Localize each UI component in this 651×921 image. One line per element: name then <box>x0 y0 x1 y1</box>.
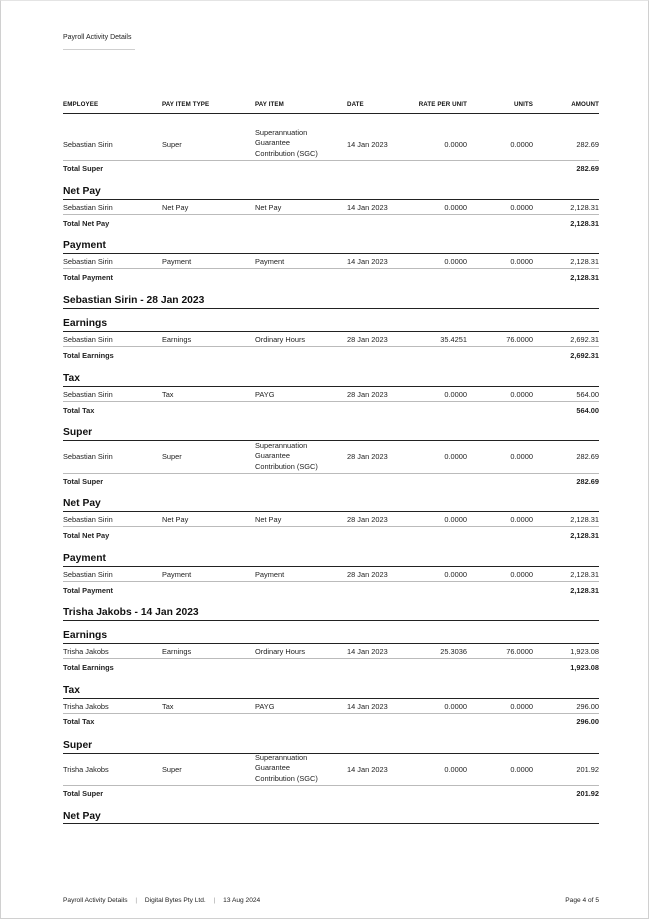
cell-date: 28 Jan 2023 <box>347 390 388 399</box>
cell-pay-item: Superannuation Guarantee Contribution (SGC) <box>255 441 318 471</box>
row-divider <box>63 785 599 786</box>
total-label: Total Earnings <box>63 663 114 672</box>
cell-pay-item: PAYG <box>255 390 275 399</box>
row-divider <box>63 713 599 714</box>
cell-pay-item: Ordinary Hours <box>255 647 306 656</box>
section-heading: Super <box>63 427 93 438</box>
cell-rate: 0.0000 <box>444 390 467 399</box>
total-label: Total Super <box>63 164 104 173</box>
cell-rate: 0.0000 <box>444 765 467 774</box>
cell-amount: 1,923.08 <box>570 647 599 656</box>
column-header-rate-per-unit: RATE PER UNIT <box>418 101 467 108</box>
section-heading-divider <box>63 386 599 387</box>
section-heading: Net Pay <box>63 186 101 197</box>
section-heading: Payment <box>63 240 106 251</box>
section-heading-divider <box>63 643 599 644</box>
cell-amount: 2,128.31 <box>570 515 599 524</box>
cell-employee: Sebastian Sirin <box>63 390 113 399</box>
section-heading: Payment <box>63 553 106 564</box>
document-header-title: Payroll Activity Details <box>63 34 135 50</box>
cell-units: 0.0000 <box>510 452 533 461</box>
cell-date: 14 Jan 2023 <box>347 647 388 656</box>
cell-pay-item-type: Super <box>162 140 182 149</box>
total-label: Total Payment <box>63 273 113 282</box>
cell-pay-item: PAYG <box>255 702 275 711</box>
column-header-pay-item-type: PAY ITEM TYPE <box>162 101 210 108</box>
cell-rate: 0.0000 <box>444 570 467 579</box>
cell-units: 0.0000 <box>510 390 533 399</box>
cell-rate: 25.3036 <box>440 647 467 656</box>
cell-pay-item: Superannuation Guarantee Contribution (SGC) <box>255 128 318 158</box>
cell-pay-item-type: Tax <box>162 390 174 399</box>
total-label: Total Tax <box>63 717 95 726</box>
cell-date: 14 Jan 2023 <box>347 140 388 149</box>
employee-period-heading: Sebastian Sirin - 28 Jan 2023 <box>63 295 205 306</box>
section-heading-divider <box>63 566 599 567</box>
total-amount: 1,923.08 <box>570 663 599 672</box>
cell-employee: Sebastian Sirin <box>63 335 113 344</box>
cell-date: 28 Jan 2023 <box>347 515 388 524</box>
cell-amount: 282.69 <box>576 452 599 461</box>
column-header-date: DATE <box>347 101 364 108</box>
cell-employee: Sebastian Sirin <box>63 515 113 524</box>
cell-units: 76.0000 <box>506 335 533 344</box>
employee-period-heading: Trisha Jakobs - 14 Jan 2023 <box>63 607 199 618</box>
cell-pay-item: Net Pay <box>255 515 282 524</box>
section-heading-divider <box>63 331 599 332</box>
cell-employee: Sebastian Sirin <box>63 140 113 149</box>
footer-date: 13 Aug 2024 <box>223 897 261 904</box>
cell-pay-item-type: Super <box>162 765 182 774</box>
total-label: Total Net Pay <box>63 531 110 540</box>
cell-rate: 0.0000 <box>444 702 467 711</box>
row-divider <box>63 214 599 215</box>
cell-rate: 0.0000 <box>444 257 467 266</box>
cell-units: 0.0000 <box>510 515 533 524</box>
total-label: Total Super <box>63 789 104 798</box>
cell-rate: 0.0000 <box>444 515 467 524</box>
cell-employee: Trisha Jakobs <box>63 702 109 711</box>
row-divider <box>63 160 599 161</box>
section-heading-divider <box>63 511 599 512</box>
total-label: Total Tax <box>63 406 95 415</box>
cell-pay-item-type: Earnings <box>162 335 192 344</box>
cell-units: 0.0000 <box>510 702 533 711</box>
section-heading: Earnings <box>63 630 108 641</box>
cell-units: 0.0000 <box>510 140 533 149</box>
cell-amount: 2,128.31 <box>570 570 599 579</box>
total-amount: 2,128.31 <box>570 586 599 595</box>
total-amount: 2,692.31 <box>570 351 599 360</box>
cell-pay-item-type: Payment <box>162 570 192 579</box>
section-heading: Super <box>63 740 93 751</box>
row-divider <box>63 526 599 527</box>
cell-rate: 0.0000 <box>444 452 467 461</box>
cell-date: 28 Jan 2023 <box>347 452 388 461</box>
cell-units: 0.0000 <box>510 203 533 212</box>
cell-amount: 2,692.31 <box>570 335 599 344</box>
footer-page-number: Page 4 of 5 <box>565 897 599 904</box>
section-heading-divider <box>63 199 599 200</box>
cell-pay-item: Payment <box>255 570 285 579</box>
cell-pay-item-type: Earnings <box>162 647 192 656</box>
cell-pay-item-type: Net Pay <box>162 203 189 212</box>
cell-pay-item: Payment <box>255 257 285 266</box>
cell-pay-item-type: Payment <box>162 257 192 266</box>
footer-title: Payroll Activity Details <box>63 897 128 904</box>
cell-amount: 201.92 <box>576 765 599 774</box>
cell-date: 14 Jan 2023 <box>347 203 388 212</box>
section-heading: Tax <box>63 685 80 696</box>
total-amount: 2,128.31 <box>570 273 599 282</box>
row-divider <box>63 346 599 347</box>
cell-amount: 2,128.31 <box>570 203 599 212</box>
total-amount: 564.00 <box>576 406 599 415</box>
column-header-employee: EMPLOYEE <box>63 101 99 108</box>
cell-date: 28 Jan 2023 <box>347 570 388 579</box>
cell-rate: 0.0000 <box>444 140 467 149</box>
total-amount: 296.00 <box>576 717 599 726</box>
row-divider <box>63 268 599 269</box>
column-header-amount: AMOUNT <box>571 101 599 108</box>
employee-period-divider <box>63 308 599 309</box>
cell-amount: 282.69 <box>576 140 599 149</box>
cell-pay-item: Superannuation Guarantee Contribution (SGC) <box>255 753 318 783</box>
section-heading: Net Pay <box>63 498 101 509</box>
total-amount: 201.92 <box>576 789 599 798</box>
column-header-units: UNITS <box>513 101 533 108</box>
footer-bar <box>63 897 260 904</box>
cell-units: 76.0000 <box>506 647 533 656</box>
cell-amount: 296.00 <box>576 702 599 711</box>
cell-pay-item-type: Net Pay <box>162 515 189 524</box>
footer-separator: | <box>135 897 138 904</box>
row-divider <box>63 581 599 582</box>
total-label: Total Payment <box>63 586 113 595</box>
cell-rate: 35.4251 <box>440 335 467 344</box>
section-heading-divider <box>63 253 599 254</box>
section-heading-divider <box>63 823 599 824</box>
employee-period-divider <box>63 620 599 621</box>
cell-employee: Trisha Jakobs <box>63 647 109 656</box>
cell-units: 0.0000 <box>510 570 533 579</box>
column-header-divider <box>63 113 599 114</box>
cell-pay-item-type: Super <box>162 452 182 461</box>
row-divider <box>63 658 599 659</box>
total-label: Total Super <box>63 477 104 486</box>
cell-date: 14 Jan 2023 <box>347 257 388 266</box>
total-amount: 282.69 <box>576 164 599 173</box>
cell-pay-item-type: Tax <box>162 702 174 711</box>
total-amount: 282.69 <box>576 477 599 486</box>
cell-employee: Trisha Jakobs <box>63 765 109 774</box>
column-header-pay-item: PAY ITEM <box>255 101 284 108</box>
section-heading: Earnings <box>63 318 108 329</box>
cell-units: 0.0000 <box>510 765 533 774</box>
cell-pay-item: Net Pay <box>255 203 282 212</box>
cell-pay-item: Ordinary Hours <box>255 335 306 344</box>
cell-rate: 0.0000 <box>444 203 467 212</box>
row-divider <box>63 473 599 474</box>
section-heading-divider <box>63 698 599 699</box>
cell-units: 0.0000 <box>510 257 533 266</box>
footer-separator: | <box>213 897 216 904</box>
total-amount: 2,128.31 <box>570 531 599 540</box>
cell-date: 28 Jan 2023 <box>347 335 388 344</box>
cell-employee: Sebastian Sirin <box>63 570 113 579</box>
cell-employee: Sebastian Sirin <box>63 452 113 461</box>
cell-date: 14 Jan 2023 <box>347 765 388 774</box>
section-heading: Tax <box>63 373 80 384</box>
cell-amount: 2,128.31 <box>570 257 599 266</box>
cell-employee: Sebastian Sirin <box>63 203 113 212</box>
total-label: Total Net Pay <box>63 219 110 228</box>
cell-amount: 564.00 <box>576 390 599 399</box>
row-divider <box>63 401 599 402</box>
section-heading: Net Pay <box>63 811 101 822</box>
footer-company: Digital Bytes Pty Ltd. <box>144 897 206 904</box>
cell-date: 14 Jan 2023 <box>347 702 388 711</box>
cell-employee: Sebastian Sirin <box>63 257 113 266</box>
total-label: Total Earnings <box>63 351 114 360</box>
total-amount: 2,128.31 <box>570 219 599 228</box>
